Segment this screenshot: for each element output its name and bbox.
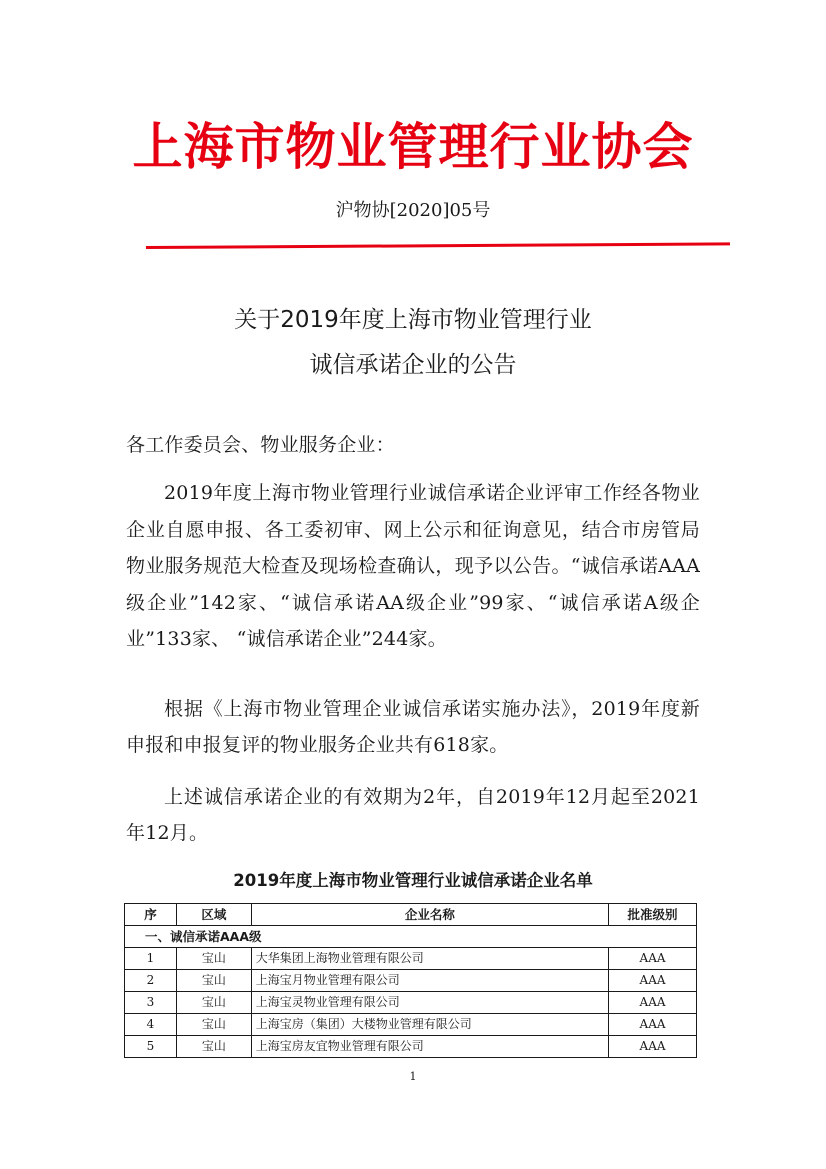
paragraph-announcement: 2019年度上海市物业管理行业诚信承诺企业评审工作经各物业企业自愿申报、各工委初审、网上公示和征询意见，结合市房管局物业服务规范大检查及现场检查确认，现予以公告。“诚信承诺AAA级企业”142家、“诚信承诺AA级企业”99家、“诚信承诺A级企业”133家、 “诚信承诺企业”244家。 (126, 482, 700, 650)
page-number: 1 (409, 1070, 417, 1083)
cell-rating: AAA (609, 1036, 697, 1058)
cell-district: 宝山 (176, 948, 251, 970)
section-row (125, 926, 697, 948)
cell-rating: AAA (609, 948, 697, 970)
company-list-title: 2019年度上海市物业管理行业诚信承诺企业名单 (233, 871, 593, 890)
cell-company: 上海宝月物业管理有限公司 (251, 970, 608, 992)
cell-rating: AAA (609, 1014, 697, 1036)
red-divider-rule (146, 242, 730, 249)
salutation: 各工作委员会、物业服务企业： (126, 434, 395, 456)
cell-rating: AAA (609, 970, 697, 992)
cell-seq: 5 (125, 1036, 177, 1058)
table-row (125, 992, 697, 1014)
cell-district: 宝山 (176, 1036, 251, 1058)
document-number: 沪物协[2020]05号 (335, 200, 491, 221)
table-header-row (125, 904, 697, 926)
cell-district: 宝山 (176, 970, 251, 992)
company-list-table (124, 903, 697, 1058)
table-row (125, 1036, 697, 1058)
section-label-aaa: 一、诚信承诺AAA级 (125, 926, 697, 948)
cell-rating: AAA (609, 992, 697, 1014)
cell-seq: 2 (125, 970, 177, 992)
paragraph-basis: 根据《上海市物业管理企业诚信承诺实施办法》，2019年度新申报和申报复评的物业服务企业共有618家。 (126, 698, 700, 756)
cell-district: 宝山 (176, 992, 251, 1014)
header-district: 区域 (176, 904, 251, 926)
paragraph-validity: 上述诚信承诺企业的有效期为2年，自2019年12月起至2021年12月。 (126, 786, 700, 844)
table-row (125, 948, 697, 970)
cell-seq: 4 (125, 1014, 177, 1036)
header-company: 企业名称 (251, 904, 608, 926)
notice-title-line1: 关于2019年度上海市物业管理行业 (234, 307, 592, 333)
notice-title-line2: 诚信承诺企业的公告 (309, 352, 517, 378)
table-row (125, 970, 697, 992)
cell-seq: 3 (125, 992, 177, 1014)
cell-company: 上海宝房（集团）大楼物业管理有限公司 (251, 1014, 608, 1036)
header-seq: 序 (125, 904, 177, 926)
organization-title: 上海市物业管理行业协会 (132, 117, 694, 176)
cell-company: 大华集团上海物业管理有限公司 (251, 948, 608, 970)
header-rating: 批准级别 (609, 904, 697, 926)
cell-company: 上海宝房友宜物业管理有限公司 (251, 1036, 608, 1058)
cell-seq: 1 (125, 948, 177, 970)
cell-district: 宝山 (176, 1014, 251, 1036)
cell-company: 上海宝灵物业管理有限公司 (251, 992, 608, 1014)
table-row (125, 1014, 697, 1036)
